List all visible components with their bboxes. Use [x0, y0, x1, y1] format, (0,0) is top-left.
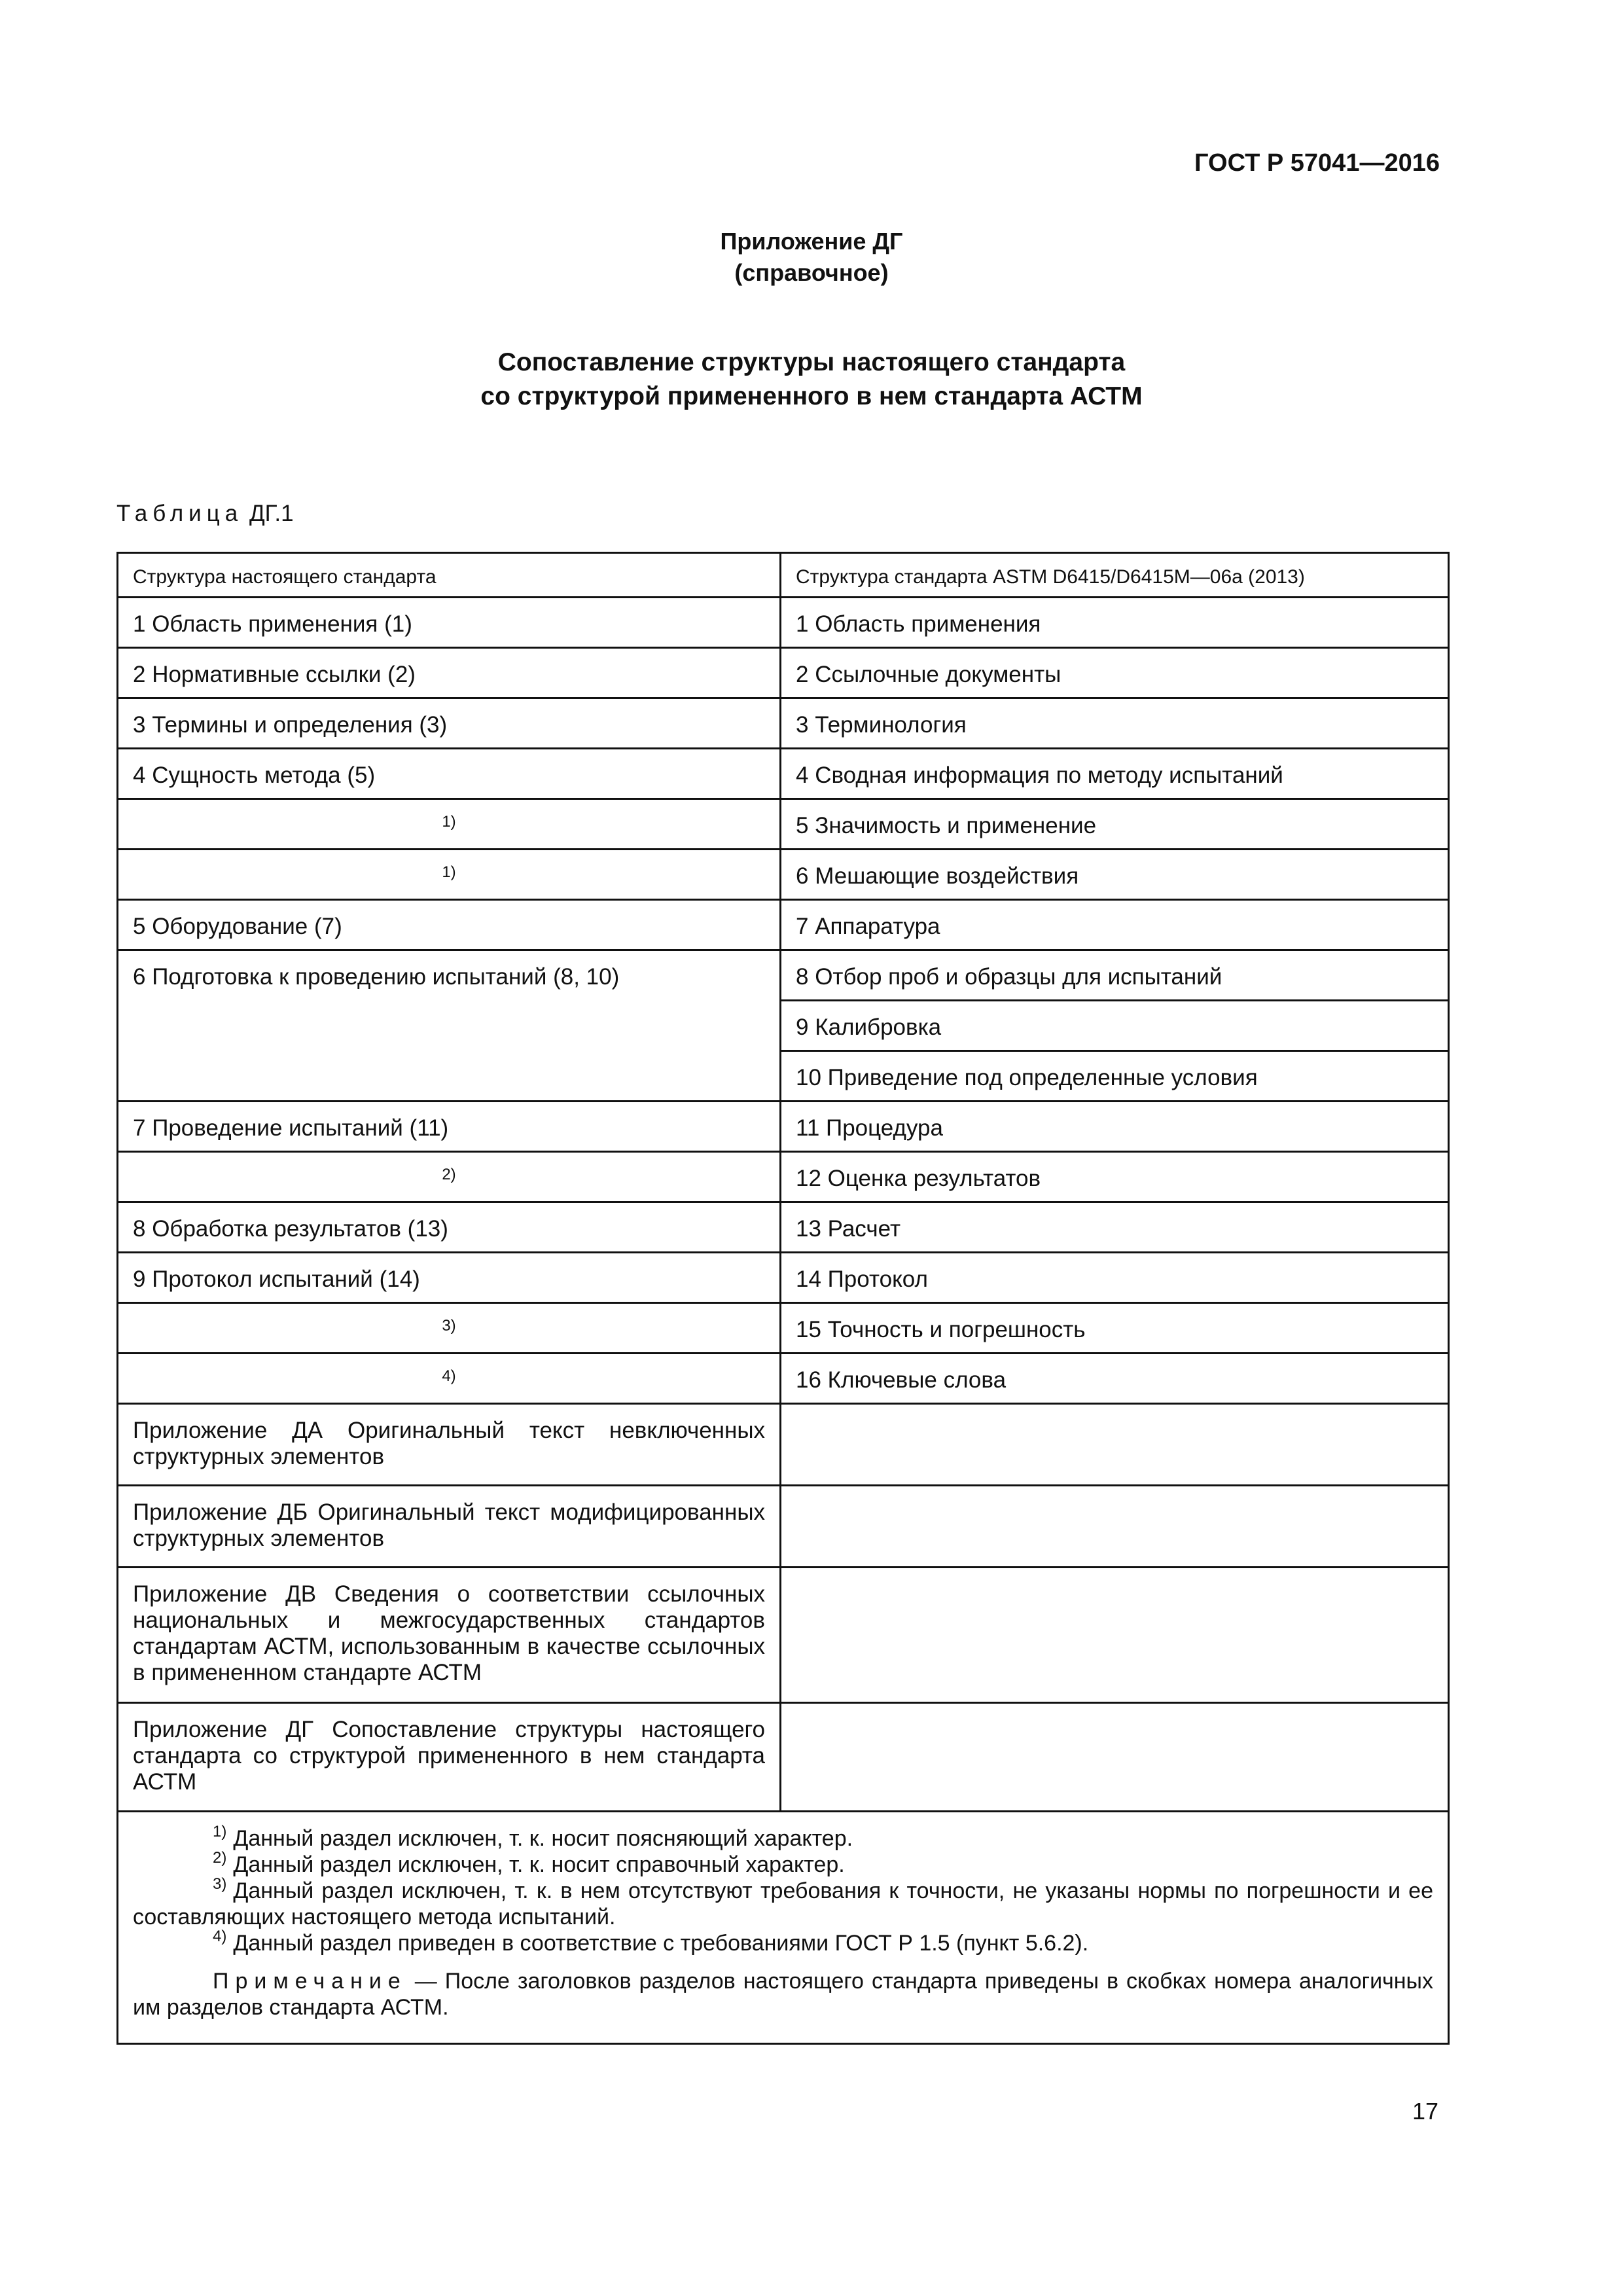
footnote-text: Данный раздел исключен, т. к. носит поясняющий характер.: [233, 1826, 853, 1851]
table-label-number: ДГ.1: [249, 501, 294, 526]
table-notes: [118, 1812, 1449, 2044]
footnote-mark: 2): [442, 1166, 456, 1183]
table-cell-left: 8 Обработка результатов (13): [118, 1202, 781, 1253]
table-row: [118, 598, 1449, 648]
table-row: [118, 1253, 1449, 1303]
table-notes-row: [118, 1812, 1449, 2044]
appendix-cell: Приложение ДВ Сведения о соответствии ссылочных национальных и межгосударственных стандартов стандартам АСТМ, использованным в качестве ссылочных в примененном стандарте АСТМ: [118, 1568, 781, 1703]
structure-comparison-table: [116, 552, 1450, 2045]
empty-cell: [781, 1568, 1449, 1703]
table-cell-left: 2 Нормативные ссылки (2): [118, 648, 781, 698]
table-cell-left: 7 Проведение испытаний (11): [118, 1102, 781, 1152]
table-cell-left: 9 Протокол испытаний (14): [118, 1253, 781, 1303]
appendix-heading: [0, 226, 1623, 289]
appendix-cell: Приложение ДА Оригинальный текст невключенных структурных элементов: [118, 1404, 781, 1486]
empty-cell: [781, 1703, 1449, 1812]
table-cell-right: 13 Расчет: [781, 1202, 1449, 1253]
empty-cell: [781, 1486, 1449, 1568]
note-dash: —: [414, 1969, 437, 1994]
title-line-1: Сопоставление структуры настоящего стандарта: [497, 348, 1126, 376]
table-row: [118, 1486, 1449, 1568]
footnote-text: Данный раздел исключен, т. к. в нем отсутствуют требования к точности, не указаны нормы по погрешности и ее составляющих настоящего метода испытаний.: [133, 1878, 1433, 1929]
footnote-mark: 2): [213, 1848, 227, 1867]
footnote-mark: 3): [442, 1317, 456, 1335]
footnote-mark: 1): [442, 813, 456, 831]
table-label: [116, 501, 294, 527]
footnote-mark-cell: [118, 1152, 781, 1202]
appendix-cell: Приложение ДГ Сопоставление структуры настоящего стандарта со структурой примененного в нем стандарта АСТМ: [118, 1703, 781, 1812]
document-code: ГОСТ Р 57041—2016: [1194, 149, 1440, 177]
footnote: [133, 1848, 1433, 1878]
appendix-kind: (справочное): [734, 259, 889, 286]
table-cell-right: 1 Область применения: [781, 598, 1449, 648]
footnote: [133, 1874, 1433, 1930]
note-text: После заголовков разделов настоящего стандарта приведены в скобках номера аналогичных им разделов стандарта АСТМ.: [133, 1969, 1433, 2020]
footnote-mark-cell: [118, 850, 781, 900]
table-cell-left: 3 Термины и определения (3): [118, 698, 781, 749]
footnote-mark-cell: [118, 1354, 781, 1404]
footnote-mark-cell: [118, 1303, 781, 1354]
empty-cell: [781, 1404, 1449, 1486]
table-cell-right: 5 Значимость и применение: [781, 799, 1449, 850]
table-cell-right: 6 Мешающие воздействия: [781, 850, 1449, 900]
table-cell-left: 1 Область применения (1): [118, 598, 781, 648]
page-number: 17: [1412, 2098, 1438, 2125]
footnote-text: Данный раздел приведен в соответствие с требованиями ГОСТ Р 1.5 (пункт 5.6.2).: [233, 1931, 1089, 1956]
table-row: [118, 1202, 1449, 1253]
footnote-text: Данный раздел исключен, т. к. носит справочный характер.: [233, 1852, 845, 1877]
table-row: [118, 1354, 1449, 1404]
table-cell-right: 3 Терминология: [781, 698, 1449, 749]
table-row: [118, 900, 1449, 950]
column-header: Структура настоящего стандарта: [118, 553, 781, 598]
table-cell-left: 6 Подготовка к проведению испытаний (8, 10): [118, 950, 781, 1102]
table-cell-right: 14 Протокол: [781, 1253, 1449, 1303]
footnote-mark-cell: [118, 799, 781, 850]
table-cell-right: 4 Сводная информация по методу испытаний: [781, 749, 1449, 799]
table-cell-right: 10 Приведение под определенные условия: [781, 1051, 1449, 1102]
table-cell-right: 15 Точность и погрешность: [781, 1303, 1449, 1354]
table-label-prefix: Таблица: [116, 501, 243, 526]
table-cell-right: 8 Отбор проб и образцы для испытаний: [781, 950, 1449, 1001]
table-note: [133, 1968, 1433, 2020]
table-row: [118, 1152, 1449, 1202]
footnote-mark: 1): [442, 863, 456, 881]
footnote-mark: 3): [213, 1874, 227, 1893]
page-title: [0, 346, 1623, 414]
table-row: [118, 648, 1449, 698]
table-row: [118, 1102, 1449, 1152]
footnote-mark: 4): [213, 1927, 227, 1945]
table-cell-right: 12 Оценка результатов: [781, 1152, 1449, 1202]
table-row: [118, 1568, 1449, 1703]
table-row: [118, 799, 1449, 850]
footnote-mark: 1): [213, 1822, 227, 1840]
footnote-mark: 4): [442, 1367, 456, 1385]
table-cell-right: 2 Ссылочные документы: [781, 648, 1449, 698]
title-line-2: со структурой примененного в нем стандарта АСТМ: [480, 382, 1143, 410]
table-cell-right: 16 Ключевые слова: [781, 1354, 1449, 1404]
table-row: [118, 698, 1449, 749]
table-row: [118, 749, 1449, 799]
table-row: [118, 850, 1449, 900]
footnote: [133, 1927, 1433, 1956]
table-cell-right: 9 Калибровка: [781, 1001, 1449, 1051]
table-cell-right: 7 Аппаратура: [781, 900, 1449, 950]
column-header: Структура стандарта ASTM D6415/D6415M—06a (2013): [781, 553, 1449, 598]
table-row: [118, 1303, 1449, 1354]
table-cell-left: 4 Сущность метода (5): [118, 749, 781, 799]
table-row: [118, 1404, 1449, 1486]
footnote: [133, 1822, 1433, 1852]
note-label: Примечание: [213, 1969, 407, 1994]
table-cell-right: 11 Процедура: [781, 1102, 1449, 1152]
table-row: [118, 950, 1449, 1001]
appendix-title: Приложение ДГ: [720, 228, 903, 255]
appendix-cell: Приложение ДБ Оригинальный текст модифицированных структурных элементов: [118, 1486, 781, 1568]
table-header-row: [118, 553, 1449, 598]
table-row: [118, 1703, 1449, 1812]
table-cell-left: 5 Оборудование (7): [118, 900, 781, 950]
